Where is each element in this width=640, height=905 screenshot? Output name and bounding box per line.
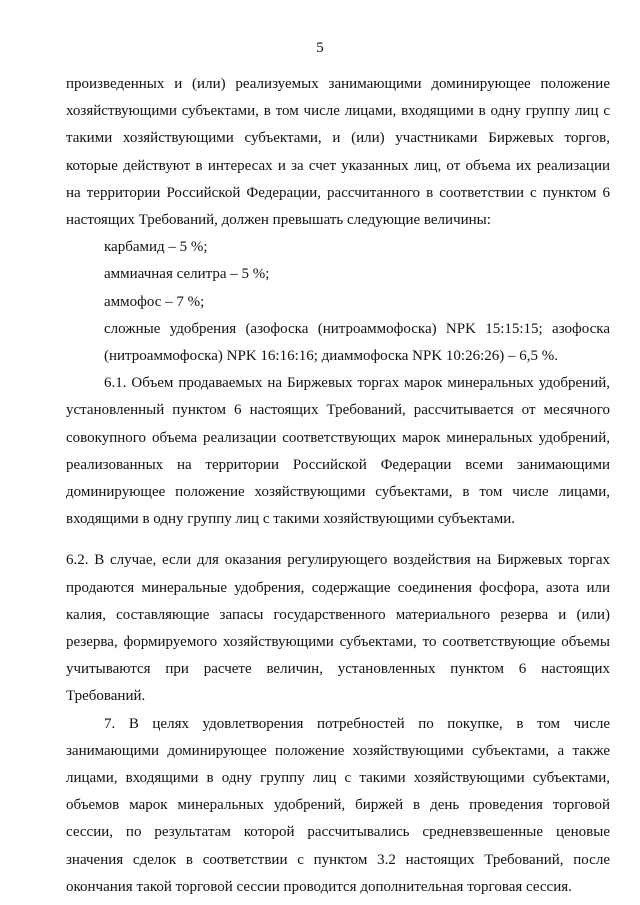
paragraph-6-1: 6.1. Объем продаваемых на Биржевых торгах марок минеральных удобрений, установленный пунктом 6 настоящих Требований, рассчитывается от месячного совокупного объема реализации соответствующих марок минеральных удобрений, реализованных на территории Российской Федерации всеми занимающими доминирующее положение хозяйствующими субъектами, в том числе лицами, входящими в одну группу лиц с такими хозяйствующими субъектами.: [66, 375, 610, 528]
page-number: 5: [316, 40, 324, 56]
list-item-ammonium-nitrate: аммиачная селитра – 5 %;: [104, 266, 270, 283]
body-text: [66, 71, 610, 901]
list-item-ammophos: аммофос – 7 %;: [104, 293, 205, 310]
list-item-complex-fertilizers: сложные удобрения (азофоска (нитроаммофоска) NPK 15:15:15; азофоска (нитроаммофоска) NPK 16:16:16; диаммофоска NPK 10:26:26) – 6,5 %.: [104, 320, 610, 365]
paragraph-7: 7. В целях удовлетворения потребностей по покупке, в том числе занимающими доминирующее положение хозяйствующими субъектами, а также лицами, входящими в одну группу лиц с такими хозяйствующими субъектами, объемов марок минеральных удобрений, биржей в день проведения торговой сессии, по результатам которой рассчитывались средневзвешенные ценовые значения сделок в соответствии с пунктом 3.2 настоящих Требований, после окончания такой торговой сессии проводится дополнительная торговая сессия.: [66, 715, 610, 895]
list-item-carbamide: карбамид – 5 %;: [104, 239, 208, 256]
paragraph-6-2: 6.2. В случае, если для оказания регулирующего воздействия на Биржевых торгах продаются минеральные удобрения, содержащие соединения фосфора, азота или калия, составляющие запасы государственного материального резерва и (или) резерва, формируемого хозяйствующими субъектами, то соответствующие объемы учитываются при расчете величин, установленных пунктом 6 настоящих Требований.: [66, 552, 610, 705]
paragraph-continuation: произведенных и (или) реализуемых занимающими доминирующее положение хозяйствующими субъектами, в том числе лицами, входящими в одну группу лиц с такими хозяйствующими субъектами, и (или) участниками Биржевых торгов, которые действуют в интересах и за счет указанных лиц, от объема их реализации на территории Российской Федерации, рассчитанного в соответствии с пунктом 6 настоящих Требований, должен превышать следующие величины:: [66, 76, 610, 229]
